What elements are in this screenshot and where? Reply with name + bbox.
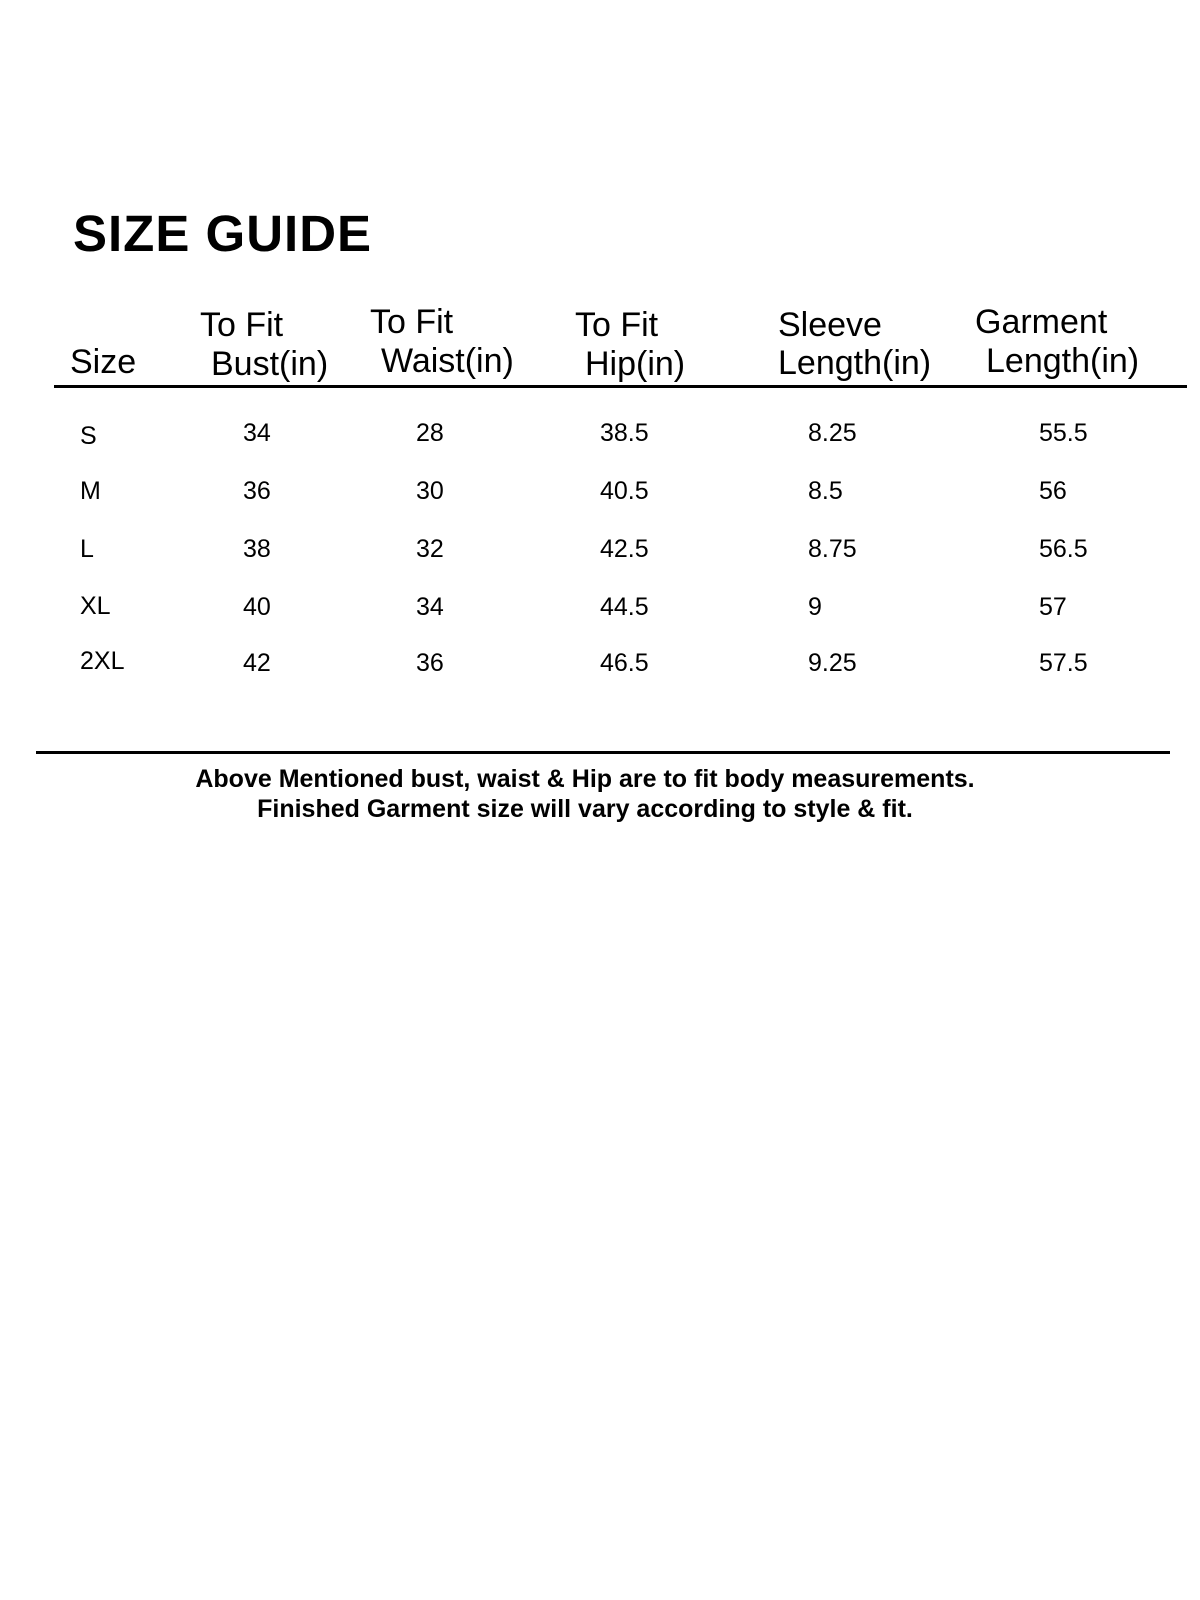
cell-size: 2XL [80,647,125,675]
column-header-waist-line2: Waist(in) [381,342,514,380]
column-header-sleeve-line2: Length(in) [778,344,932,382]
cell-garment-length: 56 [1039,477,1067,505]
column-header-garment-line1: Garment [975,303,1108,341]
cell-size: M [80,477,101,505]
cell-garment-length: 55.5 [1039,419,1088,447]
header-divider [54,385,1187,388]
column-header-hip-line2: Hip(in) [585,345,686,383]
cell-waist: 32 [416,535,444,563]
footer-divider [36,751,1170,754]
column-header-bust-line2: Bust(in) [211,345,329,383]
cell-bust: 40 [243,593,271,621]
cell-hip: 44.5 [600,593,649,621]
note-line-2: Finished Garment size will vary according to style & fit. [257,795,913,823]
cell-bust: 38 [243,535,271,563]
cell-garment-length: 56.5 [1039,535,1088,563]
column-header-garment-line2: Length(in) [986,342,1140,380]
cell-garment-length: 57 [1039,593,1067,621]
cell-waist: 30 [416,477,444,505]
cell-size: XL [80,592,111,620]
page-title: SIZE GUIDE [73,205,373,262]
cell-bust: 36 [243,477,271,505]
column-header-sleeve-line1: Sleeve [778,306,882,344]
column-header-size: Size [70,343,137,381]
cell-waist: 28 [416,419,444,447]
cell-bust: 34 [243,419,271,447]
column-header-hip-line1: To Fit [575,306,659,344]
cell-sleeve-length: 8.75 [808,535,857,563]
cell-hip: 40.5 [600,477,649,505]
note-line-1: Above Mentioned bust, waist & Hip are to fit body measurements. [195,765,975,793]
cell-sleeve-length: 9 [808,593,822,621]
cell-garment-length: 57.5 [1039,649,1088,677]
cell-hip: 38.5 [600,419,649,447]
cell-hip: 42.5 [600,535,649,563]
cell-waist: 36 [416,649,444,677]
cell-waist: 34 [416,593,444,621]
cell-size: L [80,535,94,563]
cell-size: S [80,422,97,450]
cell-bust: 42 [243,649,271,677]
cell-hip: 46.5 [600,649,649,677]
column-header-waist-line1: To Fit [370,303,454,341]
cell-sleeve-length: 9.25 [808,649,857,677]
column-header-bust-line1: To Fit [200,306,284,344]
cell-sleeve-length: 8.25 [808,419,857,447]
cell-sleeve-length: 8.5 [808,477,843,505]
